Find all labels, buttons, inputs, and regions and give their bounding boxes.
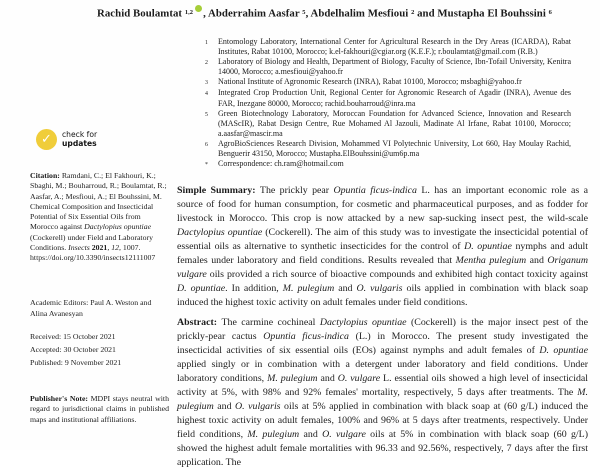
affiliation-text: Entomology Laboratory, International Center for Agricultural Research in the Dry Areas (ICARDA), Rabat Institutes, Rabat 10100, Morocco; k.el-fakhouri@cgiar.org (K.E.F.); r.boulamtat@gmail.com (R.B.) bbox=[218, 37, 571, 57]
simple-summary-paragraph: Simple Summary: The prickly pear Opuntia ficus-indica L. has an important economic role as a source of food for human consumption, for cosmetic and pharmaceutical purposes, and as fodder for livestock in Morocco. This crop is now attacked by a new sap-sucking insect pest, the wild-scale Dactylopius opuntiae (Cockerell). The aim of this study was to investigate the insecticidal potential of essential oils as alternative to synthetic insecticides for the control of D. opuntiae nymphs and adult females under laboratory and field conditions. Results revealed that Mentha pulegium and Origanum vulgare oils provided a rich source of bioactive compounds and exhibited high contact toxicity against D. opuntiae. In addition, M. pulegium and O. vulgaris oils applied in combination with black soap induced the highest toxic activity on adult females under field conditions. bbox=[177, 185, 589, 308]
affiliation-item bbox=[205, 159, 571, 170]
affiliation-text: AgroBioSciences Research Division, Mohammed VI Polytechnic University, Lot 660, Hay Moulay Rachid, Benguerir 43150, Morocco; Mustapha.ElBouhssini@um6p.ma bbox=[218, 138, 571, 159]
check-for-updates-badge[interactable] bbox=[36, 129, 97, 150]
received-date: Received: 15 October 2021 bbox=[30, 332, 116, 341]
affiliation-number: 2 bbox=[205, 60, 208, 67]
affiliation-item bbox=[205, 139, 571, 159]
affiliation-item bbox=[205, 77, 571, 88]
affiliation-text: Green Biotechnology Laboratory, Moroccan Foundation for Advanced Science, Innovation and Research (MAScIR), Rabat Design Centre, Rue Mohamed Al Jazouli, Madinate Al Irfane, Rabat 10100, Morocco; a.aasfar@mascir.ma bbox=[218, 108, 571, 138]
badge-label-line1: check for bbox=[62, 129, 98, 139]
affiliation-item bbox=[205, 37, 571, 57]
affiliation-item bbox=[205, 88, 571, 108]
citation-block: Citation: Ramdani, C.; El Fakhouri, K.; Sbaghi, M.; Bouharroud, R.; Boulamtat, R.; Aasfar, A.; Mesfioui, A.; El Bouhssini, M. Chemical Composition and Insecticidal Potential of Six Essential Oils from Morocco against Dactylopius opuntiae (Cockerell) under Field and Laboratory Conditions. Insects 2021, 12, 1007. https://doi.org/10.3390/insects12111007 bbox=[30, 171, 167, 263]
affiliation-item bbox=[205, 57, 571, 77]
abstract-paragraph: Abstract: The carmine cochineal Dactylopius opuntiae (Cockerell) is the major insect pest of the prickly-pear cactus Opuntia ficus-indica (L.) in Morocco. The present study investigated the insecticidal activities of six essential oils (EOs) against nymphs and adult females of D. opuntiae applied singly or in combination with a detergent under laboratory and field conditions. Under laboratory conditions, M. pulegium and O. vulgare L. essential oils showed a high level of insecticidal activity at 5%, with 98% and 92% females' mortality, respectively, 5 days after treatments. The M. pulegium and O. vulgaris oils at 5% applied in combination with black soap at (60 g/L) induced the highest toxic activity on adult females, 100% and 96% at 5 days after treatments, respectively. Under field conditions, M. pulegium and O. vulgare oils at 5% in combination with black soap (60 g/L) showed the highest adult female mortalities with 96.33 and 92.56%, respectively, 7 days after the first application. The bbox=[177, 317, 589, 468]
accepted-date: Accepted: 30 October 2021 bbox=[30, 345, 116, 354]
academic-editors: Academic Editors: Paul A. Weston and Alina Avanesyan bbox=[30, 298, 152, 318]
published-date: Published: 9 November 2021 bbox=[30, 358, 122, 367]
affiliation-list bbox=[205, 37, 571, 170]
affiliation-item bbox=[205, 109, 571, 139]
badge-label-line2: updates bbox=[62, 138, 97, 148]
crossmark-check-icon: ✓ bbox=[36, 129, 57, 150]
affiliation-number: 1 bbox=[205, 40, 208, 46]
badge-label bbox=[62, 131, 97, 148]
affiliation-text: Integrated Crop Production Unit, Regional Center for Agronomic Research of Agadir (INRA), Avenue des FAR, Inezgane 80000, Morocco; rachid.bouharroud@inra.ma bbox=[218, 88, 571, 108]
article-dates bbox=[30, 330, 167, 369]
affiliation-number: 5 bbox=[205, 111, 208, 118]
affiliation-number: * bbox=[205, 162, 208, 169]
correspondence-text: Correspondence: ch.ram@hotmail.com bbox=[218, 159, 344, 169]
affiliation-number: 3 bbox=[205, 80, 208, 87]
affiliation-number: 4 bbox=[205, 91, 208, 98]
author-line: Rachid Boulamtat $^{1,2}$ , Abderrahim Aasfar $^5$, Abdelhalim Mesfioui $^2$ and Mustapha El Bouhssini $^6$ bbox=[97, 5, 597, 20]
affiliation-number: 6 bbox=[205, 141, 208, 148]
affiliation-text: National Institute of Agronomic Research (INRA), Rabat 10100, Morocco; msbaghi@yahoo.fr bbox=[218, 77, 522, 87]
orcid-icon bbox=[195, 5, 202, 12]
publishers-note: Publisher's Note: MDPI stays neutral with regard to jurisdictional claims in published maps and institutional affiliations. bbox=[30, 394, 169, 424]
affiliation-text: Laboratory of Biology and Health, Department of Biology, Faculty of Science, Ibn-Tofail University, Kenitra 14000, Morocco; a.mesfioui@yahoo.fr bbox=[218, 57, 571, 77]
